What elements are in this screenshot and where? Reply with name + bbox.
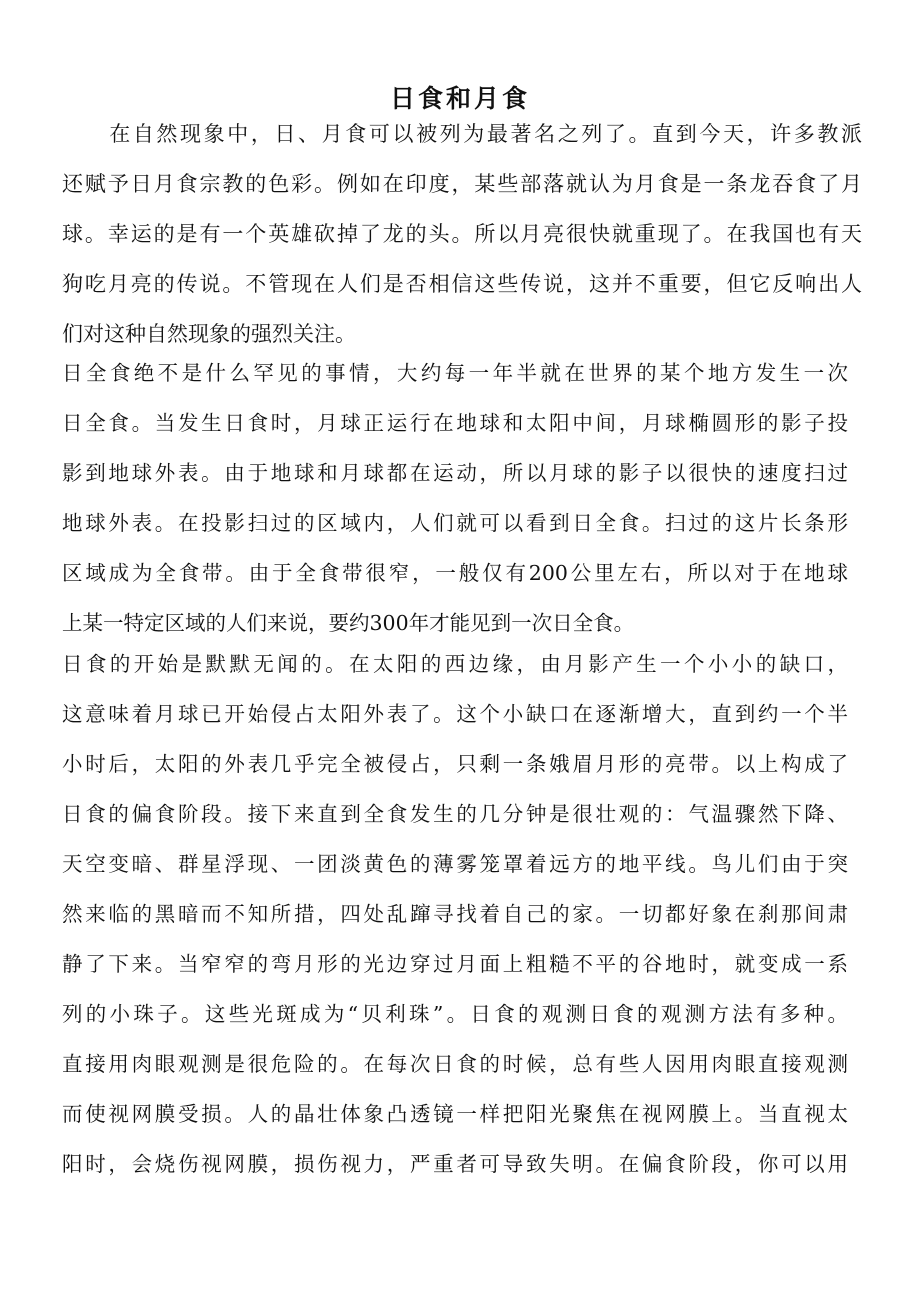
text-line: 地球外表。在投影扫过的区域内，人们就可以看到日全食。扫过的这片长条形	[62, 511, 848, 535]
text-line: 小时后，太阳的外表几乎完全被侵占，只剩一条娥眉月形的亮带。以上构成了	[62, 752, 848, 776]
text-line: 球。幸运的是有一个英雄砍掉了龙的头。所以月亮很快就重现了。在我国也有天	[62, 222, 862, 246]
text-line: 日全食绝不是什么罕见的事情，大约每一年半就在世界的某个地方发生一次	[62, 361, 848, 385]
page-title: 日食和月食	[389, 83, 530, 113]
paragraph-folklore	[62, 109, 862, 359]
text-line: 狗吃月亮的传说。不管现在人们是否相信这些传说，这并不重要，但它反响出人	[62, 272, 862, 296]
text-line: 上某一特定区域的人们来说，要约300年才能见到一次日全食。	[62, 611, 635, 635]
text-line: 影到地球外表。由于地球和月球都在运动，所以月球的影子以很快的速度扫过	[62, 461, 848, 485]
text-line: 这意味着月球已开始侵占太阳外表了。这个小缺口在逐渐增大，直到约一个半	[62, 702, 848, 726]
text-line: 还赋予日月食宗教的色彩。例如在印度，某些部落就认为月食是一条龙吞食了月	[62, 172, 862, 196]
text-line: 区域成为全食带。由于全食带很窄，一般仅有200公里左右，所以对于在地球	[62, 561, 848, 585]
text-line: 然来临的黑暗而不知所措，四处乱蹿寻找着自己的家。一切都好象在刹那间肃	[62, 902, 848, 926]
text-line: 日全食。当发生日食时，月球正运行在地球和太阳中间，月球椭圆形的影子投	[62, 411, 848, 435]
text-line: 直接用肉眼观测是很危险的。在每次日食的时候，总有些人因用肉眼直接观测	[62, 1052, 848, 1076]
paragraph-eclipse-stages	[62, 639, 848, 1189]
text-line: 天空变暗、群星浮现、一团淡黄色的薄雾笼罩着远方的地平线。鸟儿们由于突	[62, 852, 848, 876]
text-line: 而使视网膜受损。人的晶壮体象凸透镜一样把阳光聚焦在视网膜上。当直视太	[62, 1102, 848, 1126]
text-line: 静了下来。当窄窄的弯月形的光边穿过月面上粗糙不平的谷地时，就变成一系	[62, 952, 848, 976]
text-line: 列的小珠子。这些光斑成为“贝利珠”。日食的观测日食的观测方法有多种。	[62, 1002, 848, 1026]
text-line: 阳时，会烧伤视网膜，损伤视力，严重者可导致失明。在偏食阶段，你可以用	[62, 1152, 848, 1176]
text-line: 日食的开始是默默无闻的。在太阳的西边缘，由月影产生一个小小的缺口，	[62, 652, 848, 676]
paragraph-total-eclipse	[62, 348, 848, 648]
text-line: 们对这种自然现象的强烈关注。	[62, 322, 356, 346]
text-line: 日食的偏食阶段。接下来直到全食发生的几分钟是很壮观的：气温骤然下降、	[62, 802, 848, 826]
text-line: 在自然现象中，日、月食可以被列为最著名之列了。直到今天，许多教派	[62, 122, 862, 146]
